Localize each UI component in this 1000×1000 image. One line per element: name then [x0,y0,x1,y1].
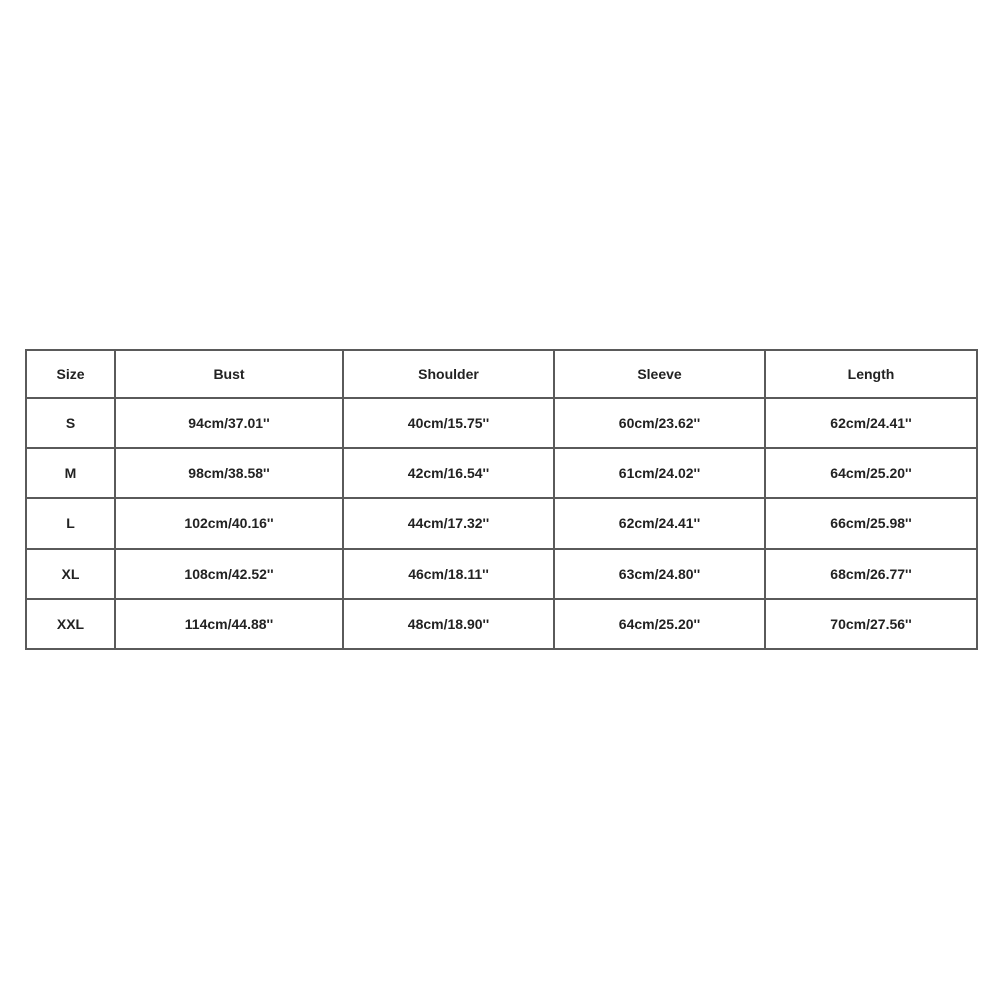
cell-length: 68cm/26.77'' [765,549,977,599]
table-row [26,549,977,599]
cell-size: XXL [26,599,115,649]
cell-bust: 94cm/37.01'' [115,398,343,448]
table-row [26,448,977,498]
table-row [26,498,977,548]
cell-length: 62cm/24.41'' [765,398,977,448]
cell-sleeve: 61cm/24.02'' [554,448,765,498]
cell-length: 70cm/27.56'' [765,599,977,649]
table-row [26,599,977,649]
cell-size: M [26,448,115,498]
cell-length: 66cm/25.98'' [765,498,977,548]
cell-bust: 108cm/42.52'' [115,549,343,599]
cell-bust: 98cm/38.58'' [115,448,343,498]
cell-shoulder: 40cm/15.75'' [343,398,554,448]
table-header-row [26,350,977,398]
table-row [26,398,977,448]
cell-sleeve: 60cm/23.62'' [554,398,765,448]
header-size: Size [26,350,115,398]
cell-sleeve: 64cm/25.20'' [554,599,765,649]
cell-size: L [26,498,115,548]
cell-shoulder: 44cm/17.32'' [343,498,554,548]
cell-sleeve: 63cm/24.80'' [554,549,765,599]
cell-shoulder: 46cm/18.11'' [343,549,554,599]
header-bust: Bust [115,350,343,398]
cell-shoulder: 48cm/18.90'' [343,599,554,649]
header-length: Length [765,350,977,398]
cell-size: S [26,398,115,448]
cell-sleeve: 62cm/24.41'' [554,498,765,548]
cell-size: XL [26,549,115,599]
cell-length: 64cm/25.20'' [765,448,977,498]
cell-shoulder: 42cm/16.54'' [343,448,554,498]
size-chart-table [25,349,978,650]
header-sleeve: Sleeve [554,350,765,398]
header-shoulder: Shoulder [343,350,554,398]
cell-bust: 114cm/44.88'' [115,599,343,649]
cell-bust: 102cm/40.16'' [115,498,343,548]
